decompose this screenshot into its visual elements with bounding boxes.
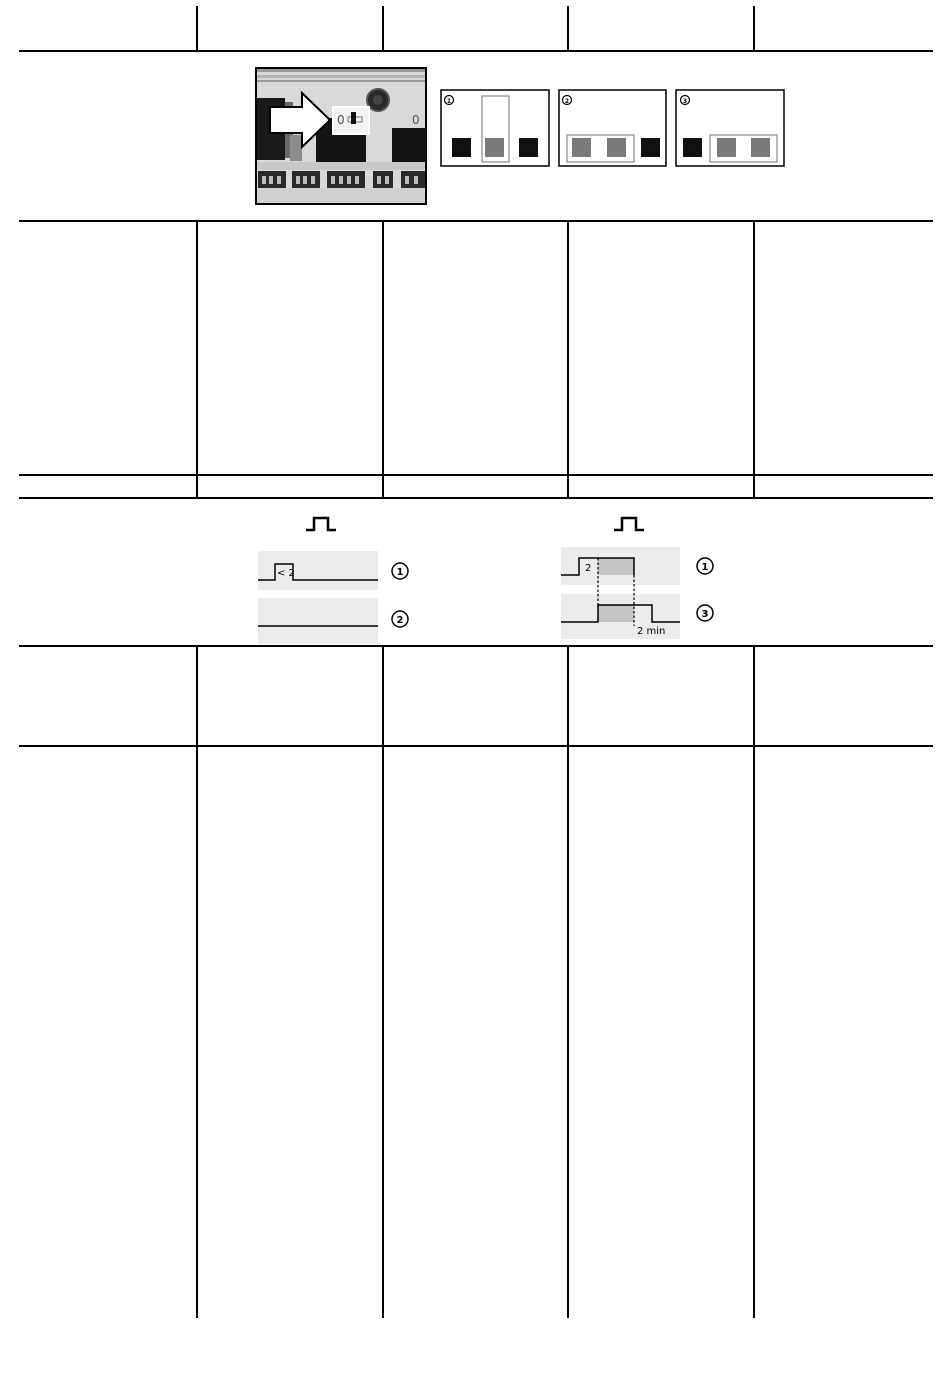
pulse-duration-label-left: < 2 xyxy=(277,568,295,579)
pulse-icon xyxy=(306,518,336,530)
jumper-label-right: 0 xyxy=(412,113,420,127)
jumper-photo xyxy=(256,68,426,204)
jumper-position-2-marker: 2 xyxy=(564,98,570,105)
jumper-position-2-icon xyxy=(559,90,666,166)
jumper-position-3-icon xyxy=(676,90,784,166)
timing-diagram-right xyxy=(561,518,713,639)
table-grid xyxy=(19,6,933,1318)
jumper-label-left: 0 xyxy=(337,113,345,127)
marker-right-1: 1 xyxy=(701,562,709,573)
marker-left-2: 2 xyxy=(396,615,404,626)
marker-left-1: 1 xyxy=(396,567,404,578)
jumper-position-1-marker: 1 xyxy=(446,98,452,105)
timing-diagram-left xyxy=(258,518,408,644)
duration-label-right: 2 min xyxy=(637,626,666,637)
pulse-duration-label-right: 2 xyxy=(585,563,592,574)
marker-right-3: 3 xyxy=(701,609,709,620)
pulse-icon xyxy=(614,518,644,530)
jumper-position-3-marker: 3 xyxy=(682,98,688,105)
jumper-position-1-icon xyxy=(441,90,549,166)
